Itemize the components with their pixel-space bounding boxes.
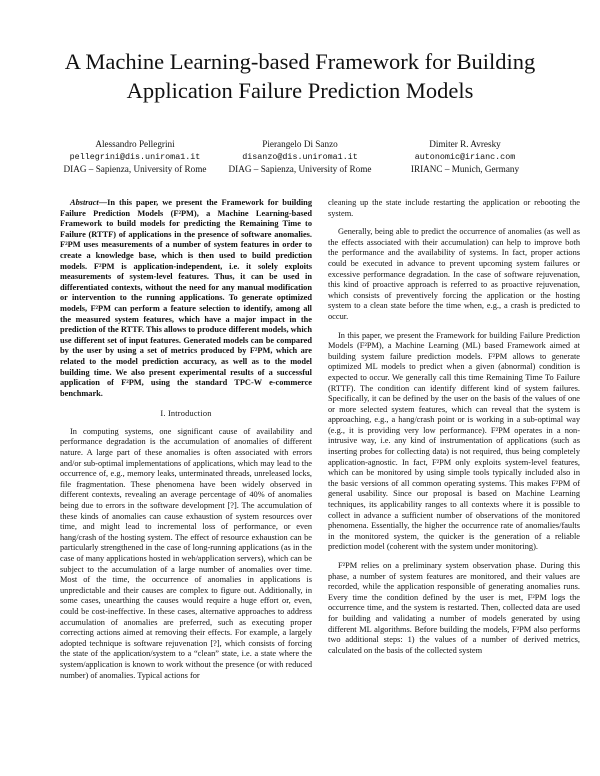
intro-paragraph-1-continued: cleaning up the state include restarting the application or rebooting the system. (328, 198, 580, 218)
intro-paragraph-1: In computing systems, one significant cause of availability and performance degradation is the accumulation of anomalies of different nature. A large part of these anomalies is often associated with errors and/or sub-optimal implementations of applications, which may lead to the occurrence of, e.g., memory leaks, unterminated threads, unreleased locks, file fragmentation. These phenomena have been widely observed in different contexts, revealing an average percentage of 40% of anomalies being due to errors in the software development [?]. The accumulation of these kinds of anomalies can cause exhaustion of system resources over time, and might lead to incremental loss of performance, or even hang/crash of the hosting system. The effect of resource exhaustion can be particularly strengthened in the case of long-running applications (as in the case of many applications hosted in web/application servers), which can be subject to the accumulation of a large number of anomalies over time. Most of the time, the occurrence of anomalies in applications is unpredictable and their causes are complex to figure out. Additionally, in some cases, unearthing the causes would require a huge effort or, even, could be cost-ineffective. In these cases, alternative approaches to address accumulation of anomalies are preferred, such as executing proper correcting actions aimed at removing their effects. For example, a largely adopted technique is software rejuvenation [?], which consists of forcing the state of the application/system to a “clean” state, i.e. a state where the system/application is known to work without the presence (or with reduced number) of anomalies. Typical actions for (60, 426, 312, 680)
author-affiliation: IRIANC – Munich, Germany (410, 164, 520, 174)
author-affiliation: DIAG – Sapienza, University of Rome (228, 164, 372, 174)
author-email[interactable]: pellegrini@dis.uniroma1.it (69, 151, 201, 162)
title-line-2: Application Failure Prediction Models (126, 78, 474, 103)
author-name: Dimiter R. Avresky (429, 139, 501, 149)
author-email[interactable]: autonomic@irianc.com (414, 151, 516, 162)
left-column (60, 198, 312, 681)
abstract-lead: Abstract (70, 198, 99, 207)
intro-paragraph-2: Generally, being able to predict the occurrence of anomalies (as well as the effects associated with their accumulation) can help to improve both the performance and the availability of systems. In fact, proper actions could be executed in advance to prevent upcoming system failures or excessive performance degradation. In the case of software rejuvenation, this kind of proactive approach is referred to as proactive rejuvenation, which consists of preventively forcing the application or the hosting system to a clean state before the time when, e.g., a crash is predicted to occur. (328, 227, 580, 321)
paper-title (40, 47, 560, 105)
section-heading-introduction: I. Introduction (160, 409, 212, 419)
abstract-text: —In this paper, we present the Framework for building Failure Prediction Models (F²PM), a Machine Learning-based Framework to build models for predicting the Remaining Time to Failure (RTTF) of applications in the presence of software anomalies. F²PM uses measurements of a number of system features in order to create a knowledge base, which is then used to build prediction models. F²PM is application-independent, i.e. it solely exploits measurements of system-level features. Thus, it can be used in differentiated contexts, without the need for any manual modification or intervention to the running applications. To generate optimized models, F²PM can perform a feature selection to identify, among all the measured system features, which have a major impact in the prediction of the RTTF. This allows to produce different models, which use different set of input features. Generated models can be compared by the user by using a set of metrics produced by F²PM, which are related to the model prediction accuracy, as well as to the model building time. We also present experimental results of a successful application of F²PM, using the standard TPC-W e-commerce benchmark. (60, 198, 312, 398)
title-line-1: A Machine Learning-based Framework for Building (64, 49, 536, 74)
abstract (60, 198, 312, 399)
right-column (328, 198, 580, 656)
author-1 (40, 138, 230, 176)
author-2 (205, 138, 395, 176)
author-name: Alessandro Pellegrini (95, 139, 175, 149)
intro-paragraph-4: F²PM relies on a preliminary system observation phase. During this phase, a number of system features are monitored, and their values are recorded, while the application responsible of generating anomalies runs. Every time the condition defined by the user is met, F²PM logs the occurrence time, and the system is restarted. Then, collected data are used for building and validating a number of models generated by using different ML algorithms. Before building the models, F²PM also performs two additional steps: 1) the values of a number of derived metrics, calculated on the basis of the collected system (328, 561, 580, 655)
intro-paragraph-3: In this paper, we present the Framework for building Failure Prediction Models (F²PM), a Machine Learning (ML) based Framework aimed at building system failure prediction models. F²PM allows to generate optimized ML models to predict when a given (abnormal) condition is expected to occur. We generally call this time Remaining Time To Failure (RTTF). The condition can identify different kind of system failures. Specifically, it can be defined by the user on the basis of the values of one or more selected system features, which can reveal that the system is approaching, e.g., a hang/crash point or is working in a sub-optimal way (e.g., it is providing very low performance). F²PM operates in a non-intrusive way, i.e. any kind of instrumentation of applications (such as inserting probes for collecting data) is not required, thus being completely application-agnostic. In fact, F²PM only exploits system-level features, which can be monitored by using simple tools typically included also in the basic versions of all common operating systems. This makes F²PM of general usability. Since our proposal is based on Machine Learning techniques, its applicability ranges to all contexts where it is possible to collect in advance a sufficient number of observations of the monitored phenomena. Essentially, the higher the occurrence rate of anomalies/faults in the monitored system, the quicker is the generation of a reliable prediction model (coherent with the system under monitoring). (328, 330, 580, 552)
author-3 (370, 138, 560, 176)
author-affiliation: DIAG – Sapienza, University of Rome (63, 164, 207, 174)
author-name: Pierangelo Di Sanzo (262, 139, 338, 149)
author-email[interactable]: disanzo@dis.uniroma1.it (242, 151, 358, 162)
author-block (40, 138, 560, 180)
